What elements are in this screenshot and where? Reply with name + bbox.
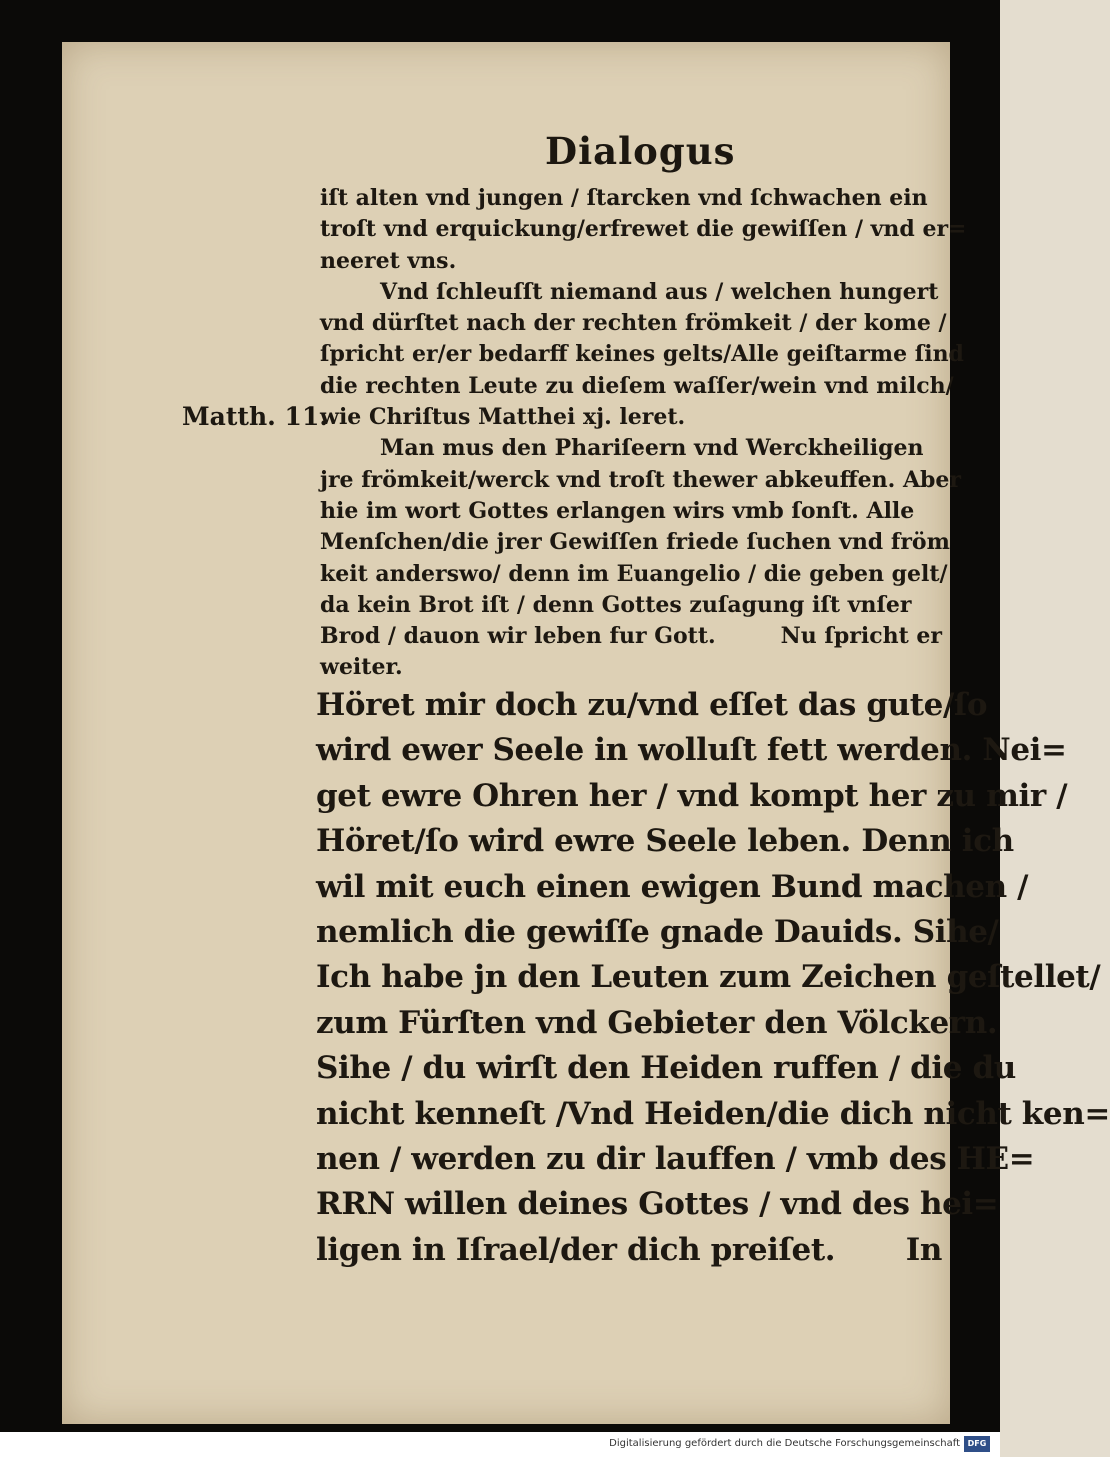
text-line: die rechten Leute zu dieſem waſſer/wein vnd milch/ (320, 372, 954, 399)
quote-line: Höret mir doch zu/vnd eſſet das gute/ſo (316, 687, 988, 723)
text-line: da kein Brot iſt / denn Gottes zuſagung iſt vnſer (320, 591, 912, 618)
quote-line: Ich habe jn den Leuten zum Zeichen geſtellet/ (316, 959, 1101, 996)
commentary-paragraph (320, 183, 967, 684)
digitization-footer (0, 1432, 1000, 1457)
dfg-logo-icon: DFG (964, 1436, 990, 1452)
text-line: wie Chriſtus Matthei xj. leret. (320, 404, 686, 431)
quote-line: get ewre Ohren her / vnd kompt her zu mir / (316, 777, 1068, 814)
text-line: keit anderswo/ denn im Euangelio / die geben gelt/ (320, 560, 948, 587)
text-line: neeret vns. (320, 247, 457, 274)
quote-line: wil mit euch einen ewigen Bund machen / (316, 868, 1029, 905)
quote-line: zum Fürſten vnd Gebieter den Völckern. (316, 1004, 998, 1041)
text-line: troſt vnd erquickung/erfrewet die gewiſſen / vnd er= (320, 216, 967, 243)
quote-line: nemlich die gewiſſe gnade Dauids. Sihe/ (316, 913, 999, 950)
text-line-start: Brod / dauon wir leben fur Gott. (320, 623, 716, 650)
text-line-end: Nu ſpricht er (780, 623, 942, 650)
text-line (320, 621, 942, 652)
text-line: weiter. (320, 654, 403, 681)
running-header: Dialogus (545, 129, 736, 173)
text-line: jre frömkeit/werck vnd troſt thewer abkeuffen. Aber (320, 466, 961, 493)
funding-notice: Digitalisierung gefördert durch die Deutsche Forschungsgemeinschaft (609, 1438, 960, 1449)
text-line: ſpricht er/er bedarff keines gelts/Alle geiſtarme ſind (320, 341, 964, 368)
text-line: Menſchen/die jrer Gewiſſen friede ſuchen vnd fröm (320, 529, 950, 556)
text-line: Man mus den Phariſeern vnd Werckheiligen (380, 435, 924, 462)
scripture-quotation (316, 683, 1110, 1273)
text-line: hie im wort Gottes erlangen wirs vmb ſonſt. Alle (320, 497, 915, 524)
quote-line: RRN willen deines Gottes / vnd des hei= (316, 1186, 999, 1223)
quote-line: wird ewer Seele in wolluſt fett werden. Nei= (316, 732, 1067, 769)
catchword: In (905, 1231, 942, 1268)
quote-line: nen / werden zu dir lauffen / vmb des HE= (316, 1140, 1035, 1177)
marginal-reference: Matth. 11. (182, 402, 329, 431)
quote-line-start: ligen in Iſrael/der dich preiſet. (316, 1231, 836, 1268)
text-line: Vnd ſchleuſſt niemand aus / welchen hungert (380, 278, 939, 305)
quote-line: Höret/ſo wird ewre Seele leben. Denn ich (316, 823, 1014, 860)
text-line: vnd dürſtet nach der rechten frömkeit / der kome / (320, 310, 947, 337)
quote-line (316, 1228, 942, 1273)
text-line: iſt alten vnd jungen / ſtarcken vnd ſchwachen ein (320, 185, 928, 211)
quote-line: nicht kenneſt /Vnd Heiden/die dich nicht ken= (316, 1095, 1110, 1132)
quote-line: Sihe / du wirſt den Heiden ruffen / die du (316, 1050, 1016, 1087)
